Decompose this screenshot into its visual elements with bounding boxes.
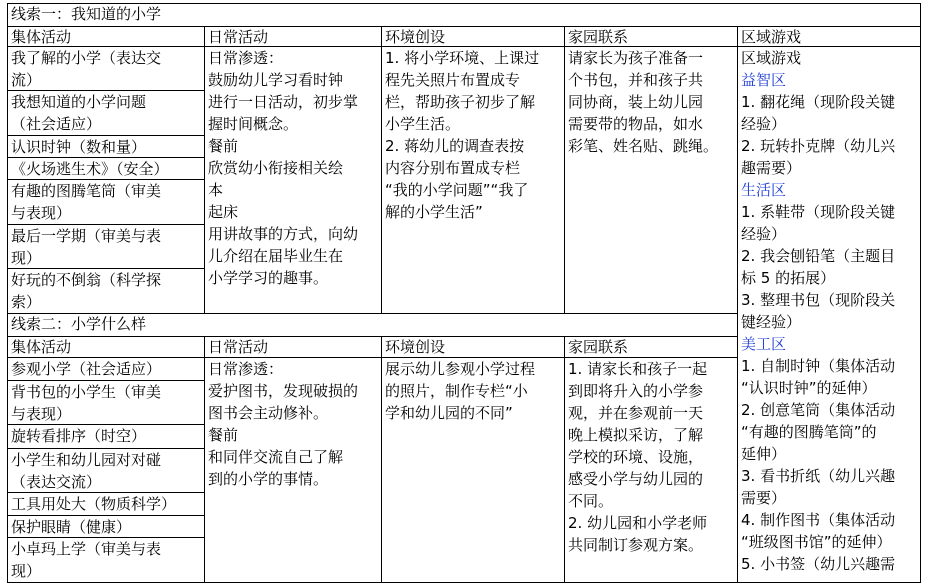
header-label: 日常活动 bbox=[208, 338, 269, 356]
column-header bbox=[564, 26, 738, 47]
home-contact-text: 不同。 bbox=[568, 492, 614, 510]
activity-label: 与表现） bbox=[11, 204, 72, 222]
activity-label: 小学生和幼儿园对对碰 bbox=[11, 451, 162, 469]
environment-text: 小学生活。 bbox=[385, 115, 461, 133]
daily-text: 爱护图书，发现破损的 bbox=[208, 382, 359, 400]
daily-text: 欣赏幼小衔接相关绘 bbox=[208, 159, 344, 177]
daily-text: 起床 bbox=[208, 203, 239, 221]
environment-text: 学和幼儿园的不同” bbox=[385, 404, 513, 422]
daily-text: 进行一日活动，初步掌 bbox=[208, 93, 359, 111]
activity-cell bbox=[7, 46, 205, 91]
activity-label: 现） bbox=[11, 562, 42, 580]
activity-label: 我了解的小学（表达交 bbox=[11, 49, 162, 67]
home-contact-text: 1. 请家长和孩子一起 bbox=[568, 360, 708, 378]
activity-label: 索） bbox=[11, 293, 42, 311]
environment-text: 的照片，制作专栏“小 bbox=[385, 382, 528, 400]
header-label: 集体活动 bbox=[11, 338, 72, 356]
daily-text: 小学学习的趣事。 bbox=[208, 269, 329, 287]
environment-text: 内容分别布置成专栏 bbox=[385, 159, 521, 177]
section-title: 线索一：我知道的小学 bbox=[11, 5, 162, 23]
activity-label: 参观小学（社会适应） bbox=[11, 360, 162, 378]
activity-label: 我想知道的小学问题 bbox=[11, 93, 147, 111]
column-header bbox=[564, 336, 738, 358]
activity-cell bbox=[7, 492, 205, 516]
activity-cell bbox=[7, 90, 205, 136]
activity-label: 工具用处大（物质科学） bbox=[11, 495, 177, 513]
zone-item-text: 标 5 的拓展） bbox=[741, 269, 836, 287]
daily-text: 本 bbox=[208, 181, 224, 199]
daily-activity-cell bbox=[204, 46, 382, 314]
environment-text: 展示幼儿参观小学过程 bbox=[385, 360, 536, 378]
section1-title bbox=[7, 3, 921, 27]
home-contact-text: 个书包，并和孩子共 bbox=[568, 71, 704, 89]
activity-label: 有趣的图腾笔筒（审美 bbox=[11, 182, 162, 200]
zone-item-text: 经验） bbox=[741, 115, 787, 133]
activity-label: 好玩的不倒翁（科学探 bbox=[11, 271, 162, 289]
header-label: 环境创设 bbox=[385, 28, 446, 46]
activity-label: 流） bbox=[11, 71, 42, 89]
daily-text: 餐前 bbox=[208, 426, 239, 444]
home-contact-text: 彩笔、姓名贴、跳绳。 bbox=[568, 137, 719, 155]
home-contact-text: 学校的环境、设施， bbox=[568, 448, 704, 466]
column-header bbox=[7, 26, 205, 47]
activity-label: 保护眼睛（健康） bbox=[11, 518, 132, 536]
header-label: 日常活动 bbox=[208, 28, 269, 46]
home-contact-text: 观，并在参观前一天 bbox=[568, 404, 704, 422]
activity-label: （社会适应） bbox=[11, 115, 102, 133]
zone-item-text: 延伸） bbox=[741, 445, 787, 463]
environment-text: 栏，帮助孩子初步了解 bbox=[385, 93, 536, 111]
activity-cell bbox=[7, 157, 205, 180]
activity-cell bbox=[7, 537, 205, 583]
zone-item-text: 4. 制作图书（集体活动 bbox=[741, 511, 896, 529]
daily-text: 儿介绍在届毕业生在 bbox=[208, 247, 344, 265]
activity-label: 背书包的小学生（审美 bbox=[11, 383, 162, 401]
header-label: 家园联系 bbox=[568, 338, 629, 356]
zone-item-text: 经验） bbox=[741, 225, 787, 243]
header-label: 区域游戏 bbox=[741, 28, 802, 46]
zone-item-text: 2. 玩转扑克牌（幼儿兴 bbox=[741, 137, 896, 155]
daily-text: 用讲故事的方式，向幼 bbox=[208, 225, 359, 243]
home-contact-text: 到即将升入的小学参 bbox=[568, 382, 704, 400]
home-contact-cell bbox=[564, 46, 738, 314]
environment-text: 程先关照片布置成专 bbox=[385, 71, 521, 89]
regional-intro: 区域游戏 bbox=[741, 49, 802, 67]
environment-text: 1. 将小学环境、上课过 bbox=[385, 49, 540, 67]
regional-games-cell bbox=[737, 46, 921, 583]
home-contact-text: 2. 幼儿园和小学老师 bbox=[568, 514, 708, 532]
activity-label: （表达交流） bbox=[11, 473, 102, 491]
daily-text: 日常渗透： bbox=[208, 49, 284, 67]
column-header bbox=[381, 336, 565, 358]
activity-cell bbox=[7, 448, 205, 493]
activity-cell bbox=[7, 515, 205, 538]
daily-activity-cell bbox=[204, 357, 382, 583]
activity-label: 小卓玛上学（审美与表 bbox=[11, 540, 162, 558]
column-header bbox=[737, 26, 921, 47]
activity-cell bbox=[7, 179, 205, 225]
environment-text: 解的小学生活” bbox=[385, 203, 483, 221]
activity-label: 与表现） bbox=[11, 405, 72, 423]
environment-cell bbox=[381, 357, 565, 583]
zone-item-text: 趣需要） bbox=[741, 159, 802, 177]
zone-item-text: “有趣的图腾笔筒”的 bbox=[741, 423, 877, 441]
daily-text: 到的小学的事情。 bbox=[208, 470, 329, 488]
zone-item-text: 1. 系鞋带（现阶段关键 bbox=[741, 203, 896, 221]
activity-label: 最后一学期（审美与表 bbox=[11, 227, 162, 245]
zone-item-text: “认识时钟”的延伸） bbox=[741, 379, 877, 397]
zone-item-text: 键经验） bbox=[741, 313, 802, 331]
zone-item-text: 1. 自制时钟（集体活动 bbox=[741, 357, 896, 375]
activity-label: 旋转看排序（时空） bbox=[11, 427, 147, 445]
column-header bbox=[204, 26, 382, 47]
daily-text: 和同伴交流自己了解 bbox=[208, 448, 344, 466]
zone-item-text: 5. 小书签（幼儿兴趣需 bbox=[741, 555, 896, 573]
activity-label: 认识时钟（数和量） bbox=[11, 138, 147, 156]
daily-text: 图书会主动修补。 bbox=[208, 404, 329, 422]
daily-text: 握时间概念。 bbox=[208, 115, 299, 133]
zone-item-text: 1. 翻花绳（现阶段关键 bbox=[741, 93, 896, 111]
home-contact-text: 需要带的物品，如水 bbox=[568, 115, 704, 133]
zone-item-text: 2. 我会刨铅笔（主题目 bbox=[741, 247, 896, 265]
section2-title bbox=[7, 313, 738, 337]
column-header bbox=[204, 336, 382, 358]
environment-text: 2. 蒋幼儿的调查表按 bbox=[385, 137, 525, 155]
column-header bbox=[381, 26, 565, 47]
activity-cell bbox=[7, 424, 205, 449]
home-contact-text: 同协商，装上幼儿园 bbox=[568, 93, 704, 111]
environment-text: “我的小学问题”“我了 bbox=[385, 181, 529, 199]
activity-cell bbox=[7, 135, 205, 158]
activity-cell bbox=[7, 380, 205, 425]
zone-item-text: “班级图书馆”的延伸） bbox=[741, 533, 892, 551]
zone-item-text: 需要） bbox=[741, 489, 787, 507]
activity-label: 现） bbox=[11, 249, 42, 267]
header-label: 家园联系 bbox=[568, 28, 629, 46]
home-contact-text: 晚上模拟采访，了解 bbox=[568, 426, 704, 444]
activity-cell bbox=[7, 268, 205, 314]
zone-title: 益智区 bbox=[741, 71, 787, 89]
daily-text: 餐前 bbox=[208, 137, 239, 155]
home-contact-text: 请家长为孩子准备一 bbox=[568, 49, 704, 67]
column-header bbox=[7, 336, 205, 358]
header-label: 环境创设 bbox=[385, 338, 446, 356]
home-contact-cell bbox=[564, 357, 738, 583]
home-contact-text: 共同制订参观方案。 bbox=[568, 536, 704, 554]
zone-title: 生活区 bbox=[741, 181, 787, 199]
zone-item-text: 2. 创意笔筒（集体活动 bbox=[741, 401, 896, 419]
zone-item-text: 3. 整理书包（现阶段关 bbox=[741, 291, 896, 309]
activity-label: 《火场逃生术》（安全） bbox=[11, 160, 169, 178]
daily-text: 鼓励幼儿学习看时钟 bbox=[208, 71, 344, 89]
daily-text: 日常渗透： bbox=[208, 360, 284, 378]
home-contact-text: 感受小学与幼儿园的 bbox=[568, 470, 704, 488]
activity-cell bbox=[7, 224, 205, 269]
zone-title: 美工区 bbox=[741, 335, 787, 353]
activity-cell bbox=[7, 357, 205, 381]
header-label: 集体活动 bbox=[11, 28, 72, 46]
zone-item-text: 3. 看书折纸（幼儿兴趣 bbox=[741, 467, 896, 485]
environment-cell bbox=[381, 46, 565, 314]
section-title: 线索二：小学什么样 bbox=[11, 315, 147, 333]
